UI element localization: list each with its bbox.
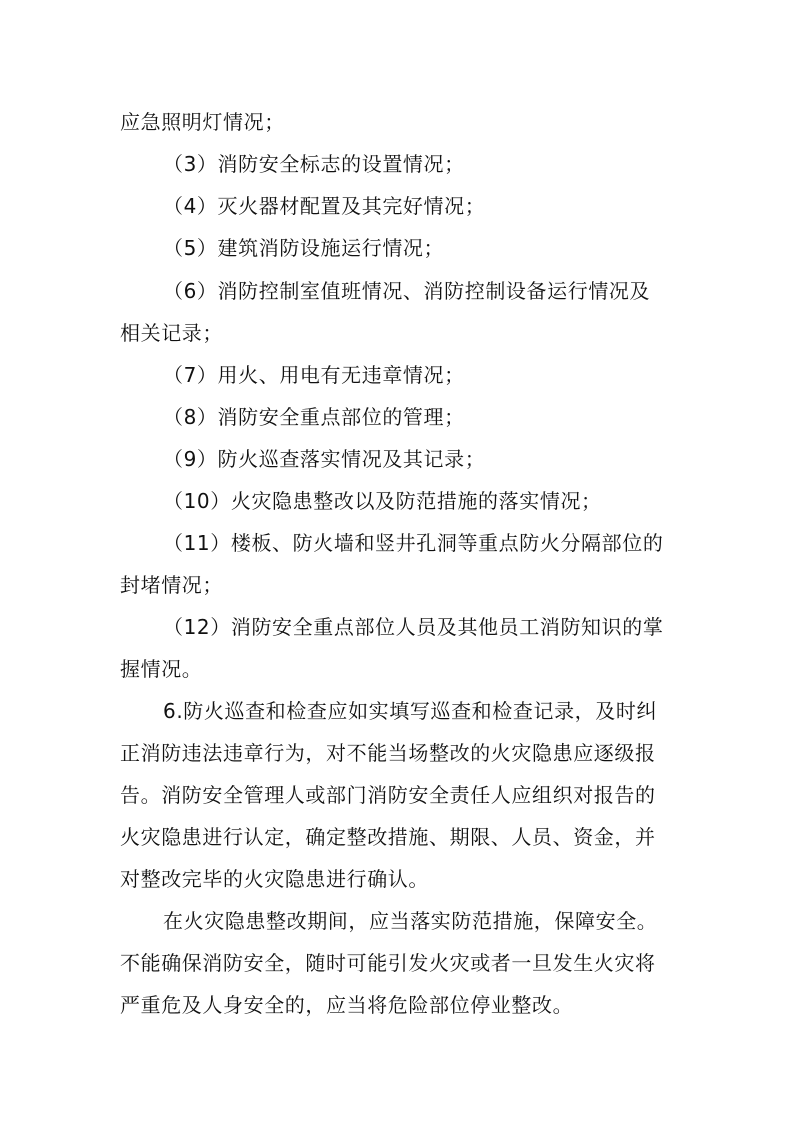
- text-line: 封堵情况；: [120, 573, 223, 597]
- paragraph-line: 火灾隐患进行认定，确定整改措施、期限、人员、资金，并: [120, 825, 656, 849]
- paragraph-line: 正消防违法违章行为，对不能当场整改的火灾隐患应逐级报: [120, 741, 656, 765]
- list-item: （8）消防安全重点部位的管理；: [163, 405, 465, 429]
- list-item: （12）消防安全重点部位人员及其他员工消防知识的掌: [163, 615, 664, 639]
- paragraph-line: 告。消防安全管理人或部门消防安全责任人应组织对报告的: [120, 783, 656, 807]
- text-line: 握情况。: [120, 657, 203, 681]
- text-line: 相关记录；: [120, 321, 223, 345]
- paragraph-line: 对整改完毕的火灾隐患进行确认。: [120, 867, 429, 891]
- list-item: （9）防火巡查落实情况及其记录；: [163, 447, 486, 471]
- list-item: （10）火灾隐患整改以及防范措施的落实情况；: [163, 489, 602, 513]
- text-line: 应急照明灯情况；: [120, 110, 285, 134]
- list-item: （5）建筑消防设施运行情况；: [163, 236, 445, 260]
- list-item: （4）灭火器材配置及其完好情况；: [163, 194, 486, 218]
- list-item: （3）消防安全标志的设置情况；: [163, 152, 465, 176]
- list-item: （7）用火、用电有无违章情况；: [163, 363, 465, 387]
- paragraph-line: 在火灾隐患整改期间，应当落实防范措施，保障安全。: [163, 909, 658, 933]
- paragraph-line: 6.防火巡查和检查应如实填写巡查和检查记录，及时纠: [163, 699, 658, 723]
- list-item: （11）楼板、防火墙和竖井孔洞等重点防火分隔部位的: [163, 531, 664, 555]
- paragraph-line: 不能确保消防安全，随时可能引发火灾或者一旦发生火灾将: [120, 951, 656, 975]
- list-item: （6）消防控制室值班情况、消防控制设备运行情况及: [163, 279, 651, 303]
- paragraph-line: 严重危及人身安全的，应当将危险部位停业整改。: [120, 993, 574, 1017]
